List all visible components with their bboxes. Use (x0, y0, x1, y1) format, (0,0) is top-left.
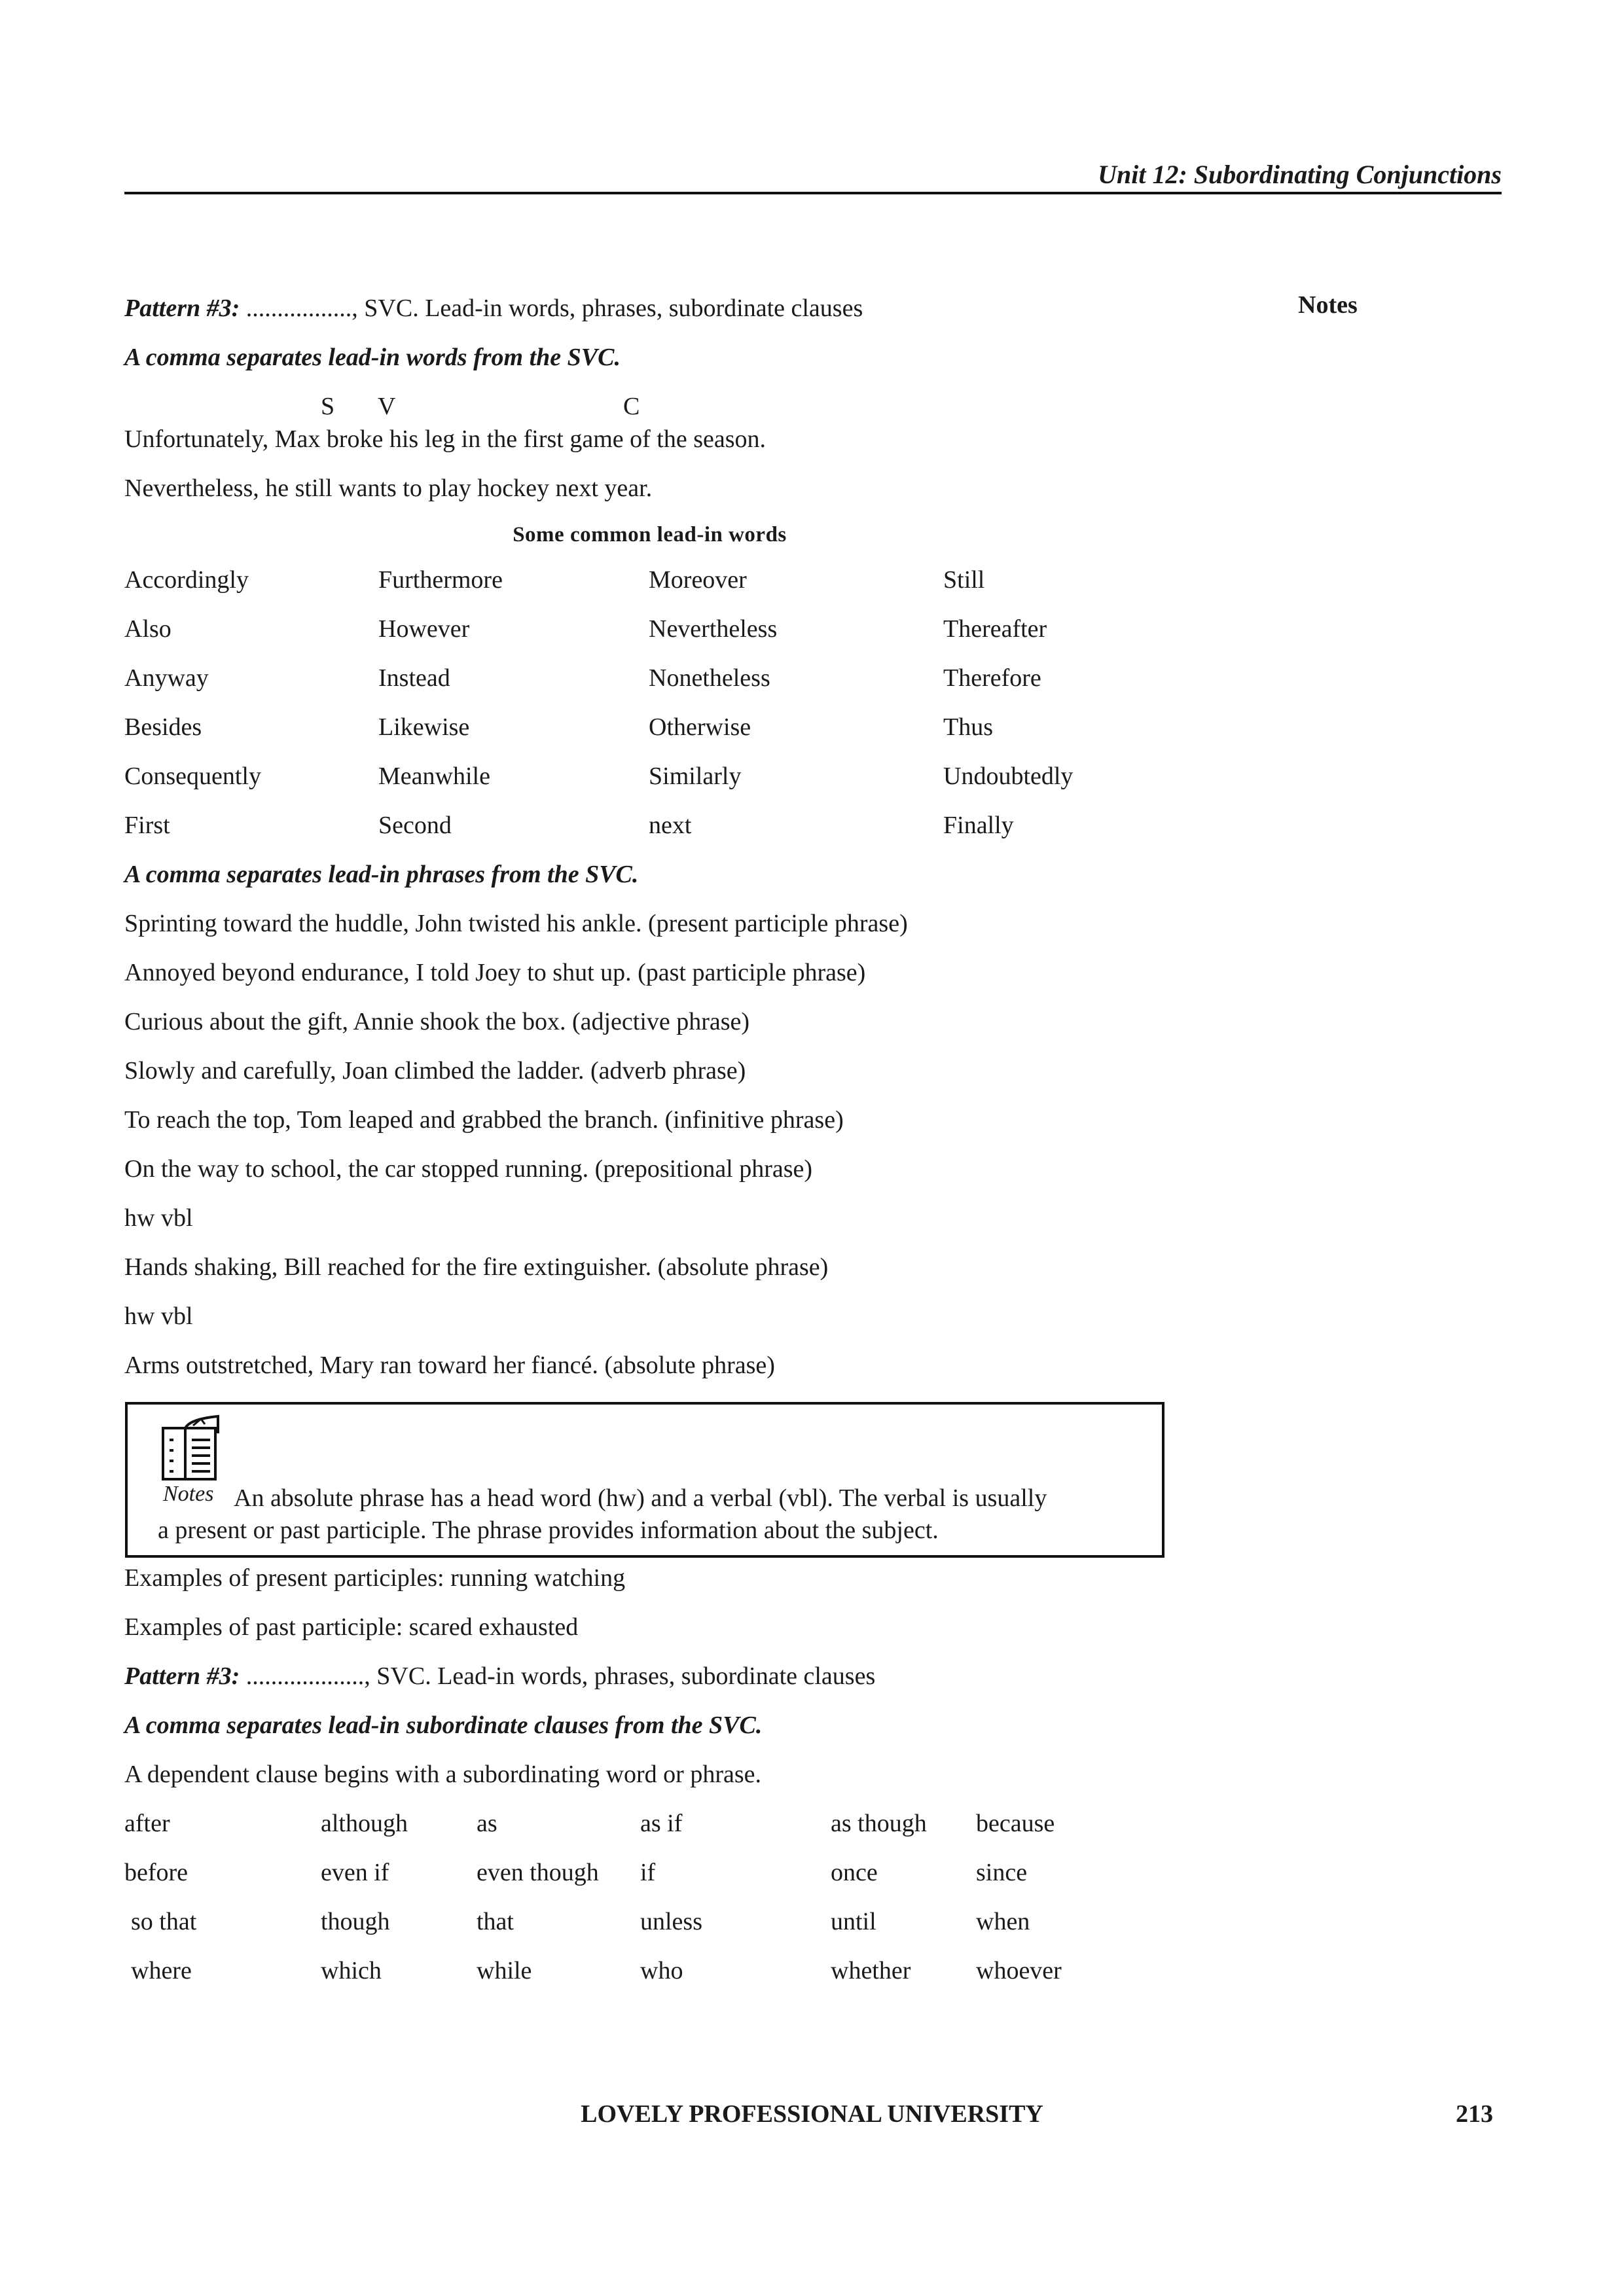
table-cell: Consequently (124, 762, 261, 790)
pattern-line (124, 294, 863, 323)
table-cell: where (131, 1957, 192, 1984)
list-item: Arms outstretched, Mary ran toward her fiancé. (absolute phrase) (124, 1352, 775, 1379)
table-cell: Thereafter (943, 615, 1047, 643)
table-cell: once (831, 1859, 878, 1886)
list-item: hw vbl (124, 1302, 193, 1330)
dependent-clause-text: A dependent clause begins with a subordinating word or phrase. (124, 1761, 761, 1788)
list-item: To reach the top, Tom leaped and grabbed the branch. (infinitive phrase) (124, 1106, 844, 1134)
table-cell: Still (943, 566, 985, 594)
list-item: On the way to school, the car stopped running. (prepositional phrase) (124, 1155, 813, 1183)
table-cell: Nevertheless (649, 615, 778, 643)
table-cell: Similarly (649, 762, 742, 790)
table-cell: so that (131, 1908, 197, 1935)
table-cell: Meanwhile (378, 762, 490, 790)
list-item: Sprinting toward the huddle, John twisted his ankle. (present participle phrase) (124, 910, 908, 937)
table-cell: First (124, 812, 170, 839)
table-cell: Otherwise (649, 713, 751, 741)
pattern-line (124, 1662, 875, 1691)
table-cell: if (640, 1859, 656, 1886)
list-item: Hands shaking, Bill reached for the fire extinguisher. (absolute phrase) (124, 1253, 829, 1281)
table-cell: Moreover (649, 566, 747, 594)
table-cell: Accordingly (124, 566, 249, 594)
table-cell: whoever (976, 1957, 1062, 1984)
rule-lead-in-clauses: A comma separates lead-in subordinate clauses from the SVC. (124, 1712, 763, 1739)
running-header: Unit 12: Subordinating Conjunctions (1098, 160, 1502, 189)
table-cell: Finally (943, 812, 1014, 839)
table-cell: Thus (943, 713, 993, 741)
table-cell: that (477, 1908, 514, 1935)
header-rule (124, 192, 1502, 194)
rule-lead-in-phrases: A comma separates lead-in phrases from the SVC. (124, 861, 639, 888)
table-cell: even though (477, 1859, 599, 1886)
list-item: hw vbl (124, 1204, 193, 1232)
table-cell: next (649, 812, 692, 839)
table-cell: Anyway (124, 664, 209, 692)
table-cell: whether (831, 1957, 911, 1984)
notes-book-icon (159, 1414, 222, 1483)
past-participles-examples: Examples of past participle: scared exhausted (124, 1613, 579, 1641)
table-cell: after (124, 1810, 170, 1837)
pattern-label: Pattern #3: (124, 1662, 240, 1690)
notes-box-label: Notes (163, 1482, 214, 1506)
list-item: Annoyed beyond endurance, I told Joey to shut up. (past participle phrase) (124, 959, 866, 986)
notes-box-text-line1: An absolute phrase has a head word (hw) and a verbal (vbl). The verbal is usually (234, 1484, 1047, 1512)
table-cell: Second (378, 812, 452, 839)
present-participles-examples: Examples of present participles: running watching (124, 1564, 626, 1592)
table-cell: which (321, 1957, 382, 1984)
list-item: Curious about the gift, Annie shook the box. (adjective phrase) (124, 1008, 750, 1035)
table-cell: Furthermore (378, 566, 503, 594)
table-cell: However (378, 615, 470, 643)
svc-marker-v: V (378, 393, 396, 420)
pattern-label: Pattern #3: (124, 295, 240, 322)
table-cell: Also (124, 615, 171, 643)
rule-lead-in-words: A comma separates lead-in words from the SVC. (124, 344, 621, 371)
footer-university: LOVELY PROFESSIONAL UNIVERSITY (581, 2100, 1043, 2128)
table-cell: Undoubtedly (943, 762, 1074, 790)
svc-marker-c: C (623, 393, 640, 420)
margin-notes-label: Notes (1298, 291, 1358, 319)
table-cell: because (976, 1810, 1055, 1837)
example-sentence: Unfortunately, Max broke his leg in the first game of the season. (124, 425, 767, 453)
svc-marker-s: S (321, 393, 335, 420)
table-cell: Likewise (378, 713, 470, 741)
table-cell: unless (640, 1908, 702, 1935)
pattern-text: ..................., SVC. Lead-in words, phrases, subordinate clauses (240, 1662, 876, 1690)
table-cell: while (477, 1957, 532, 1984)
list-item: Slowly and carefully, Joan climbed the ladder. (adverb phrase) (124, 1057, 746, 1085)
notes-box-text-line2: a present or past participle. The phrase provides information about the subject. (158, 1516, 939, 1544)
table-cell: even if (321, 1859, 389, 1886)
table-cell: Nonetheless (649, 664, 770, 692)
table-cell: as though (831, 1810, 927, 1837)
page-number: 213 (1456, 2100, 1493, 2128)
table-cell: before (124, 1859, 189, 1886)
table-cell: as if (640, 1810, 683, 1837)
table-cell: as (477, 1810, 497, 1837)
table-cell: Besides (124, 713, 202, 741)
table-cell: when (976, 1908, 1030, 1935)
table-cell: who (640, 1957, 683, 1984)
table-cell: Therefore (943, 664, 1041, 692)
lead-in-table-caption: Some common lead-in words (513, 523, 787, 547)
table-cell: though (321, 1908, 390, 1935)
table-cell: although (321, 1810, 408, 1837)
table-cell: until (831, 1908, 876, 1935)
table-cell: Instead (378, 664, 450, 692)
table-cell: since (976, 1859, 1028, 1886)
pattern-text: ................., SVC. Lead-in words, phrases, subordinate clauses (240, 295, 863, 322)
example-sentence: Nevertheless, he still wants to play hockey next year. (124, 475, 653, 502)
